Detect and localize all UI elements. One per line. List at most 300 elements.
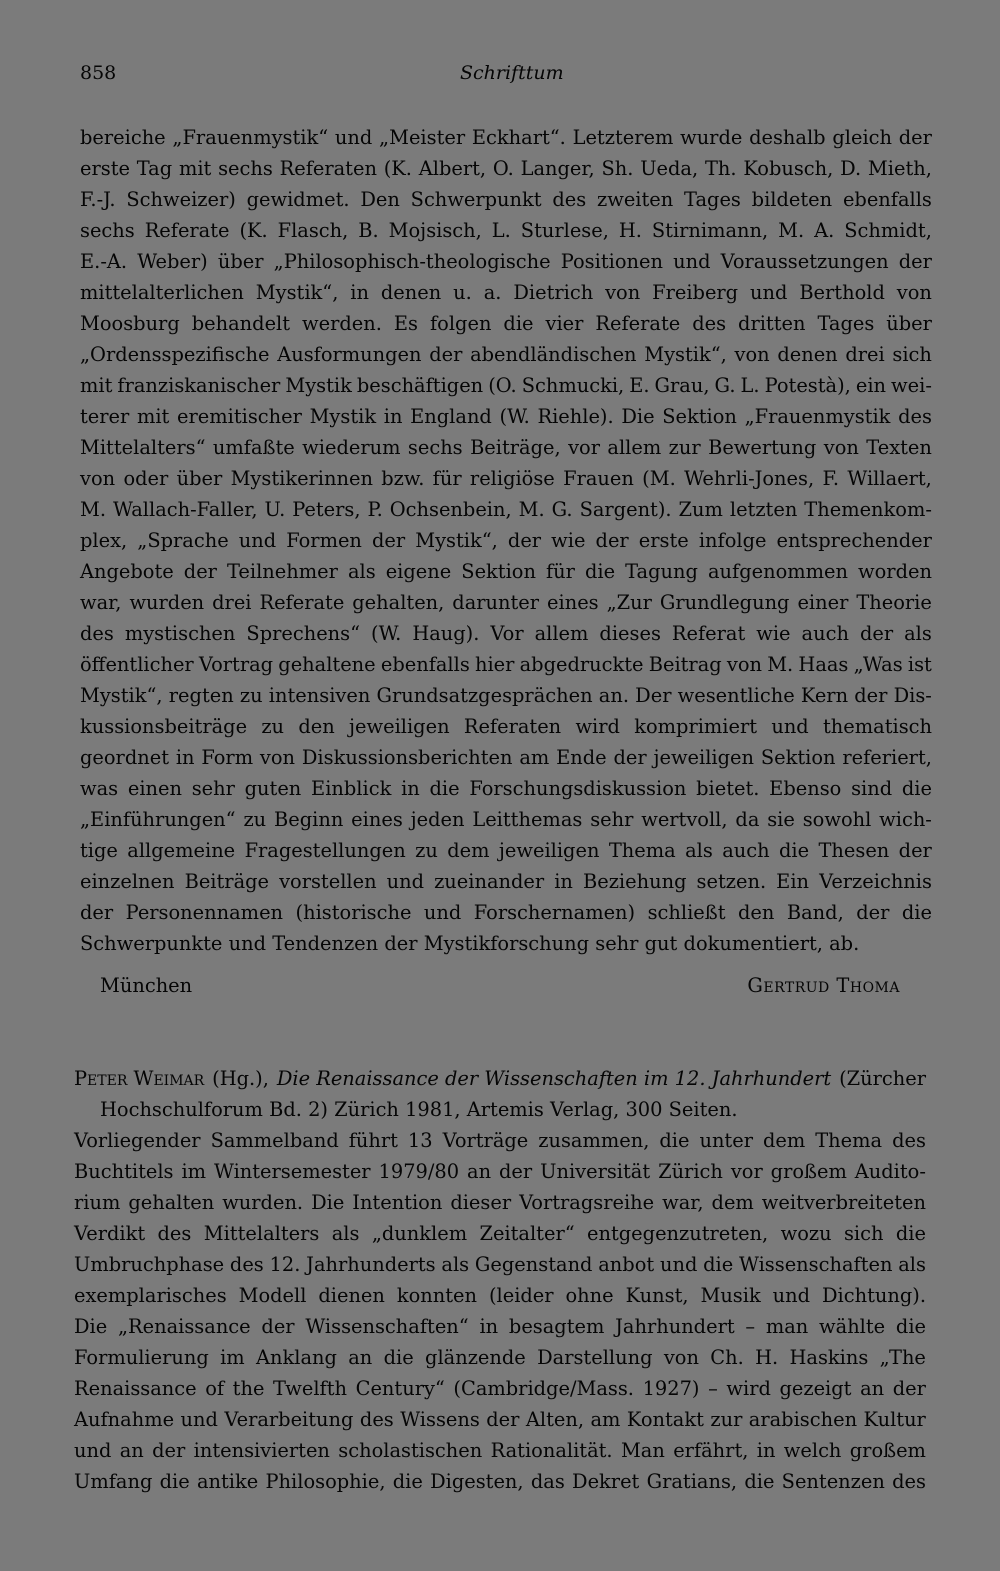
word: die xyxy=(383,1346,414,1369)
word: tige xyxy=(80,839,118,862)
word: des xyxy=(229,1253,264,1276)
text-line xyxy=(74,1280,926,1311)
word: Schmucki, xyxy=(521,374,625,397)
text-line xyxy=(80,246,932,277)
word: A. xyxy=(814,219,835,242)
word: in xyxy=(479,1315,499,1338)
word: drei xyxy=(212,591,252,614)
word: Wehrli-Jones, xyxy=(684,467,815,490)
word: wählte xyxy=(819,1315,886,1338)
word: wesentliche xyxy=(677,684,795,707)
word: die xyxy=(778,839,810,862)
word: Jahrhundert xyxy=(615,1315,735,1338)
biblio-author: Peter Weimar xyxy=(74,1067,205,1090)
word: sechs xyxy=(407,436,463,459)
word: Bewertung xyxy=(708,436,817,459)
word: Freiberg xyxy=(652,281,739,304)
word: dem xyxy=(447,839,490,862)
word: eines xyxy=(547,591,599,614)
text-line xyxy=(80,277,932,308)
word: sich xyxy=(843,1222,884,1245)
word: als xyxy=(331,1222,360,1245)
word: „Frauenmystik xyxy=(744,405,891,428)
word: in xyxy=(756,1439,776,1462)
word: Sektion xyxy=(461,560,536,583)
word: der xyxy=(856,901,890,924)
word: wich- xyxy=(879,808,932,831)
word: der xyxy=(80,901,114,924)
word: erste xyxy=(638,529,689,552)
word: M. xyxy=(518,498,545,521)
word: behandelt xyxy=(191,312,291,335)
text-line xyxy=(74,1404,926,1435)
word: der xyxy=(898,126,932,149)
word: Ebenso xyxy=(769,777,842,800)
text-line xyxy=(74,1156,926,1187)
word: mit xyxy=(178,157,212,180)
word: Band, xyxy=(786,901,844,924)
word: denen xyxy=(380,281,442,304)
word: rium xyxy=(74,1191,121,1214)
word: und xyxy=(74,1439,112,1462)
word: sechs xyxy=(218,157,273,180)
word: jeden xyxy=(410,808,465,831)
word: L. xyxy=(740,374,760,397)
word: „Sprache xyxy=(137,529,229,552)
word: U. xyxy=(264,498,286,521)
text-line xyxy=(80,897,932,928)
word: „Ordensspezifische xyxy=(80,343,270,366)
word: Ochsenbein, xyxy=(389,498,512,521)
word: thematisch xyxy=(823,715,932,738)
word: Beziehung xyxy=(582,870,687,893)
word: Tages xyxy=(817,312,875,335)
word: Frauen xyxy=(563,467,634,490)
word: im xyxy=(220,1346,245,1369)
word: von xyxy=(605,281,641,304)
word: Ende xyxy=(556,746,607,769)
word: regten xyxy=(168,684,234,707)
word: Flasch, xyxy=(277,219,349,242)
word: der xyxy=(613,746,647,769)
word: vor xyxy=(730,1160,763,1183)
text-line xyxy=(74,1125,926,1156)
word: Haas xyxy=(798,653,849,676)
word: der xyxy=(486,1408,520,1431)
word: jeweiligen xyxy=(498,839,600,862)
word: in xyxy=(554,870,573,893)
word: die xyxy=(503,312,534,335)
word: worden xyxy=(858,560,932,583)
word: G. xyxy=(551,498,573,521)
word: geordnet xyxy=(80,746,169,769)
word: deshalb xyxy=(749,126,826,149)
word: Eckhart“. xyxy=(471,126,566,149)
word: sind xyxy=(851,777,893,800)
word: zur xyxy=(710,1408,743,1431)
word: Jahrhunderts xyxy=(306,1253,436,1276)
word: des xyxy=(692,312,727,335)
word: letzten xyxy=(729,498,798,521)
word: der xyxy=(384,932,418,955)
word: zu xyxy=(415,839,438,862)
word: Zürich xyxy=(658,1160,723,1183)
word: Formen xyxy=(286,529,362,552)
word: gehalten xyxy=(128,1191,215,1214)
word: der xyxy=(898,839,932,862)
word: gezeigt xyxy=(779,1377,852,1400)
word: eigene xyxy=(385,560,452,583)
word: Mystikforschung xyxy=(423,932,590,955)
text-line xyxy=(74,1311,926,1342)
word: von xyxy=(259,746,296,769)
biblio-publication: Hochschulforum Bd. 2) Zürich 1981, Artemis Verlag, 300 Seiten. xyxy=(100,1098,738,1121)
word: Referaten xyxy=(463,715,562,738)
word: entgegenzutreten, xyxy=(587,1222,769,1245)
word: gleich xyxy=(832,126,892,149)
word: ebenfalls xyxy=(842,188,932,211)
word: gewidmet. xyxy=(246,188,350,211)
word: of xyxy=(205,1377,225,1400)
word: ein xyxy=(855,374,887,397)
word: Vorträge xyxy=(442,1129,529,1152)
word: die xyxy=(744,1470,775,1493)
word: Buchtitels xyxy=(74,1160,174,1183)
word: mit xyxy=(136,405,170,428)
text-line xyxy=(80,587,932,618)
word: – xyxy=(708,1377,718,1400)
word: als xyxy=(441,1253,470,1276)
word: der xyxy=(183,560,217,583)
word: sechs xyxy=(80,219,135,242)
text-line xyxy=(74,1187,926,1218)
word: M. xyxy=(80,498,107,521)
word: Positionen xyxy=(560,250,663,273)
word: mystischen xyxy=(124,622,236,645)
word: Texten xyxy=(866,436,932,459)
word: komprimiert xyxy=(634,715,758,738)
word: „Meister xyxy=(379,126,466,149)
word: des xyxy=(892,1129,926,1152)
word: an xyxy=(348,1346,373,1369)
text-line xyxy=(80,928,932,959)
word: wie xyxy=(756,622,791,645)
word: Letzterem xyxy=(572,126,674,149)
word: zu xyxy=(261,715,285,738)
biblio-line-2 xyxy=(100,1094,926,1125)
word: Grundsatzgesprächen xyxy=(376,684,593,707)
word: zur xyxy=(668,436,701,459)
word: (M. xyxy=(642,467,676,490)
word: Referat xyxy=(671,622,746,645)
word: Mittelalters xyxy=(203,1222,320,1245)
review-signature xyxy=(80,970,900,1001)
word: umfaßte xyxy=(212,436,295,459)
word: Kontakt xyxy=(626,1408,704,1431)
text-line xyxy=(80,649,932,680)
word: der xyxy=(499,1160,533,1183)
word: in xyxy=(350,281,369,304)
word: Den xyxy=(360,188,400,211)
word: Tagung xyxy=(625,560,698,583)
word: allgemeine xyxy=(127,839,236,862)
word: Dichtung). xyxy=(821,1284,926,1307)
text-line xyxy=(80,835,932,866)
word: als xyxy=(904,622,932,645)
word: die xyxy=(584,560,616,583)
word: darunter xyxy=(452,591,540,614)
word: des xyxy=(359,1408,394,1431)
word: schließt xyxy=(647,901,726,924)
word: wiederum xyxy=(302,436,401,459)
word: des xyxy=(157,1222,192,1245)
word: (K. xyxy=(383,157,412,180)
word: beschäftigen xyxy=(356,374,484,397)
word: dienen xyxy=(318,1284,385,1307)
word: Zeitalter“ xyxy=(479,1222,575,1245)
word: die xyxy=(392,1470,423,1493)
word: E. xyxy=(629,374,650,397)
word: erste xyxy=(80,157,130,180)
word: von xyxy=(663,1346,699,1369)
word: intensivierten xyxy=(193,1439,330,1462)
word: der xyxy=(595,529,629,552)
word: P. xyxy=(367,498,383,521)
word: Berthold xyxy=(799,281,885,304)
word: öffentlicher xyxy=(80,653,194,676)
word: da xyxy=(735,808,760,831)
word: und xyxy=(386,870,425,893)
word: H. xyxy=(755,1346,779,1369)
word: was xyxy=(80,777,119,800)
word: L. xyxy=(491,219,511,242)
word: (historische xyxy=(295,901,412,924)
word: Intention xyxy=(352,1191,443,1214)
word: Th. xyxy=(704,157,737,180)
word: Sargent). xyxy=(579,498,672,521)
word: auch xyxy=(722,839,770,862)
word: Vorliegender xyxy=(74,1129,201,1152)
word: Die xyxy=(621,405,655,428)
word: der xyxy=(261,1315,295,1338)
word: vorstellen xyxy=(279,870,377,893)
word: bereiche xyxy=(80,126,166,149)
word: plex, xyxy=(80,529,128,552)
word: Thema xyxy=(608,839,676,862)
word: Mystik“, xyxy=(644,343,727,366)
word: vor xyxy=(568,436,600,459)
text-line xyxy=(74,1249,926,1280)
word: großem xyxy=(770,1160,847,1183)
word: terer xyxy=(80,405,130,428)
word: von xyxy=(896,281,932,304)
word: bietet. xyxy=(696,777,760,800)
word: allem xyxy=(607,436,662,459)
word: Sturlese, xyxy=(520,219,609,242)
text-line xyxy=(80,556,932,587)
word: Universität xyxy=(540,1160,651,1183)
text-line xyxy=(80,711,932,742)
word: Forschernamen) xyxy=(473,901,636,924)
word: am xyxy=(519,746,550,769)
word: „dunklem xyxy=(371,1222,468,1245)
word: hier xyxy=(474,653,515,676)
word: Riehle). xyxy=(537,405,614,428)
word: Themenkom- xyxy=(804,498,932,521)
word: Grau, xyxy=(654,374,710,397)
word: und xyxy=(334,126,373,149)
word: oder xyxy=(123,467,169,490)
word: Century“ xyxy=(355,1377,445,1400)
page-number: 858 xyxy=(80,62,117,84)
word: zweiten xyxy=(597,188,674,211)
word: aufgenommen xyxy=(707,560,848,583)
signature-author: Gertrud Thoma xyxy=(747,974,900,997)
word: Mystik xyxy=(309,405,377,428)
word: eremitischer xyxy=(177,405,302,428)
word: für xyxy=(432,467,462,490)
word: Umbruchphase xyxy=(74,1253,225,1276)
word: eines xyxy=(351,808,403,831)
text-line xyxy=(80,153,932,184)
word: Gratians, xyxy=(646,1470,738,1493)
word: wird xyxy=(726,1377,771,1400)
word: M. xyxy=(767,653,794,676)
word: Kunst, xyxy=(625,1284,689,1307)
word: und xyxy=(772,1284,811,1307)
word: zueinander xyxy=(434,870,545,893)
word: (Cambridge/Mass. xyxy=(453,1377,634,1400)
word: die xyxy=(429,777,460,800)
word: franziskanischer xyxy=(117,374,281,397)
word: die xyxy=(703,1253,734,1276)
word: der xyxy=(429,343,463,366)
word: Mieth, xyxy=(867,157,932,180)
word: (O. xyxy=(488,374,517,397)
word: abendländischen xyxy=(470,343,637,366)
word: mittelalterlichen xyxy=(80,281,244,304)
word: „Zur xyxy=(606,591,652,614)
word: Man xyxy=(620,1439,665,1462)
word: 1979/80 xyxy=(378,1160,460,1183)
word: Forschungsdiskussion xyxy=(469,777,687,800)
word: Haskins xyxy=(789,1346,869,1369)
word: und xyxy=(180,1408,218,1431)
word: man xyxy=(765,1315,809,1338)
word: Musik xyxy=(700,1284,761,1307)
word: wurden xyxy=(129,591,205,614)
word: an xyxy=(467,1160,492,1183)
word: der xyxy=(854,684,888,707)
word: Beiträge, xyxy=(470,436,561,459)
text-line xyxy=(80,122,932,153)
word: Dietrich xyxy=(513,281,594,304)
word: in xyxy=(175,746,195,769)
word: F.-J. xyxy=(80,188,116,211)
text-line xyxy=(80,184,932,215)
word: Personennamen xyxy=(125,901,284,924)
word: M. xyxy=(778,219,805,242)
word: zu xyxy=(243,808,267,831)
word: bildeten xyxy=(751,188,833,211)
word: Einblick xyxy=(311,777,392,800)
word: die xyxy=(895,1222,926,1245)
word: und xyxy=(238,529,277,552)
word: folgen xyxy=(430,312,492,335)
text-line xyxy=(74,1342,926,1373)
word: ist xyxy=(907,653,932,676)
word: Wissenschaften“ xyxy=(305,1315,469,1338)
word: Vortrag xyxy=(198,653,274,676)
word: Darstellung xyxy=(537,1346,653,1369)
text-line xyxy=(80,618,932,649)
word: Albert, xyxy=(418,157,487,180)
word: denen xyxy=(777,343,838,366)
word: „Philosophisch-theologische xyxy=(273,250,551,273)
word: unter xyxy=(699,1129,753,1152)
text-line xyxy=(80,308,932,339)
word: Verarbeitung xyxy=(224,1408,354,1431)
text-line xyxy=(74,1466,926,1497)
word: „Was xyxy=(853,653,903,676)
text-line xyxy=(80,742,932,773)
word: der xyxy=(859,622,894,645)
word: gehaltene xyxy=(278,653,376,676)
word: Referate xyxy=(595,312,681,335)
word: Vor xyxy=(490,622,524,645)
word: Form xyxy=(201,746,254,769)
word: Mittelalters“ xyxy=(80,436,206,459)
word: drei xyxy=(845,343,885,366)
word: bzw. xyxy=(381,467,425,490)
word: „Einführungen“ xyxy=(80,808,236,831)
word: zusammen, xyxy=(538,1129,650,1152)
word: ohne xyxy=(565,1284,614,1307)
word: den xyxy=(298,715,335,738)
word: Langer, xyxy=(520,157,595,180)
word: F. xyxy=(822,467,840,490)
word: der xyxy=(152,1439,186,1462)
word: von xyxy=(726,653,762,676)
word: sehr xyxy=(191,777,235,800)
word: zu xyxy=(239,684,263,707)
text-line xyxy=(80,215,932,246)
word: Anklang xyxy=(256,1346,337,1369)
text-line xyxy=(80,773,932,804)
word: Schweizer) xyxy=(126,188,236,211)
word: Peters, xyxy=(292,498,361,521)
word: anbot xyxy=(598,1253,655,1276)
word: Haug). xyxy=(412,622,480,645)
word: Tages xyxy=(684,188,741,211)
word: (W. xyxy=(371,622,402,645)
word: sowohl xyxy=(802,808,872,831)
word: Kobusch, xyxy=(743,157,834,180)
word: Potestà), xyxy=(764,374,851,397)
word: Thema xyxy=(815,1129,883,1152)
word: Tag xyxy=(136,157,173,180)
word: wird xyxy=(575,715,620,738)
word: des xyxy=(892,1470,926,1493)
word: Ueda, xyxy=(640,157,699,180)
word: (leider xyxy=(488,1284,554,1307)
word: dem xyxy=(762,1129,806,1152)
word: des xyxy=(552,188,587,211)
word: des xyxy=(898,405,932,428)
word: gehalten, xyxy=(352,591,445,614)
word: führt xyxy=(348,1129,398,1152)
word: sehr xyxy=(590,808,634,831)
